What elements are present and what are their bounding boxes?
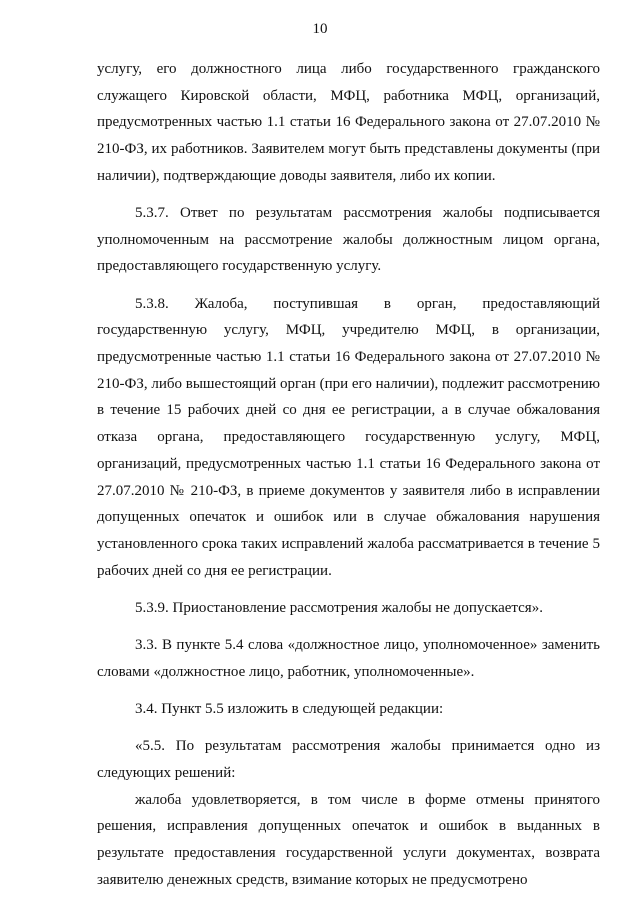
page-number: 10 — [312, 21, 328, 37]
paragraph-continuation: услугу, его должностного лица либо государственного гражданского служащего Кировской области, МФЦ, работника МФЦ, организаций, предусмотренных частью 1.1 статьи 16 Федерального закона от 27.07.2010 № 210-ФЗ, их работников. Заявителем могут быть представлены документы (при наличии), подтверждающие доводы заявителя, либо их копии. — [97, 61, 600, 184]
paragraph-5-3-7: 5.3.7. Ответ по результатам рассмотрения жалобы подписывается уполномоченным на рассмотрение жалобы должностным лицом органа, предоставляющего государственную услугу. — [97, 205, 600, 275]
paragraph-5-3-8: 5.3.8. Жалоба, поступившая в орган, предоставляющий государственную услугу, МФЦ, учредителю МФЦ, в организации, предусмотренные частью 1.1 статьи 16 Федерального закона от 27.07.2010 № 210-ФЗ, либо вышестоящий орган (при его наличии), подлежит рассмотрению в течение 15 рабочих дней со дня ее регистрации, а в случае обжалования отказа органа, предоставляющего государственную услугу, МФЦ, организаций, предусмотренных частью 1.1 статьи 16 Федерального закона от 27.07.2010 № 210-ФЗ, в приеме документов у заявителя либо в исправлении допущенных опечаток и ошибок или в случае обжалования нарушения установленного срока таких исправлений жалоба рассматривается в течение 5 рабочих дней со дня ее регистрации. — [97, 295, 600, 579]
paragraph-3-4: 3.4. Пункт 5.5 изложить в следующей редакции: — [135, 700, 444, 717]
paragraph-5-5: «5.5. По результатам рассмотрения жалобы принимается одно из следующих решений: — [97, 738, 600, 781]
paragraph-complaint-satisfied: жалоба удовлетворяется, в том числе в форме отмены принятого решения, исправления допущенных опечаток и ошибок в выданных в результате предоставления государственной услуги документах, возврата заявителю денежных средств, взимание которых не предусмотрено — [97, 791, 600, 888]
document-body — [97, 56, 600, 893]
paragraph-3-3: 3.3. В пункте 5.4 слова «должностное лицо, уполномоченное» заменить словами «должностное лицо, работник, уполномоченные». — [97, 637, 600, 680]
paragraph-5-3-9: 5.3.9. Приостановление рассмотрения жалобы не допускается». — [135, 599, 543, 616]
